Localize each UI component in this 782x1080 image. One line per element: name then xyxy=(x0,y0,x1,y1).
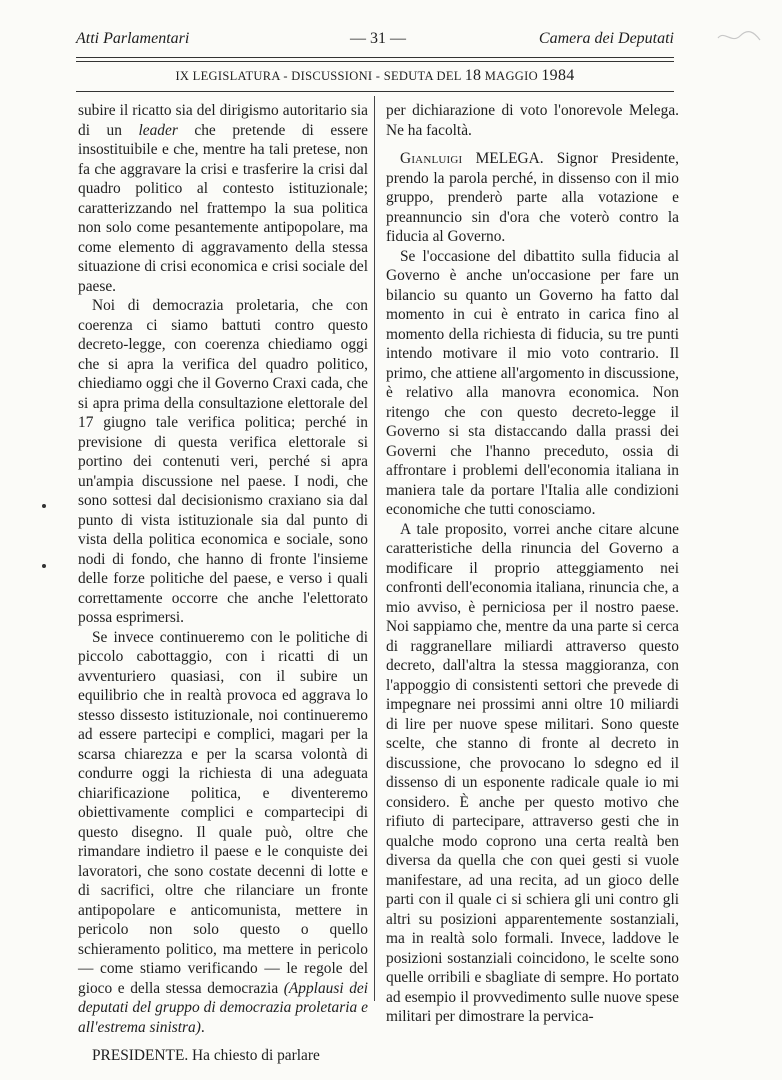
margin-dot xyxy=(42,504,46,508)
text-italic: leader xyxy=(138,121,178,139)
text: . Ha chiesto di parlare xyxy=(184,1047,320,1064)
speaker-name: MELEGA xyxy=(462,150,540,167)
paragraph xyxy=(78,101,368,296)
paragraph: A tale proposito, vorrei anche citare alcune caratteristiche della rinuncia del Governo a modificare il proprio atteggiamento nei confronti dell'economia italiana, rinuncia che, a mio avviso, è perniciosa per il nostro paese. Noi sappiamo che, mentre da una parte si cerca di raggranellare miliardi attraverso questo decreto, dall'altra la stessa maggioranza, con l'appoggio di consistenti settori che prevede di impegnare nei prossimi anni oltre 10 miliardi di lire per nuove spese militari. Sono queste scelte, che stanno di fronte al decreto in discussione, che provocano lo sdegno ed il dissenso di un esponente radicale quale io mi considero. È anche per questo motivo che rifiuto di partecipare, attraverso gesti che in qualche modo coprono una certa realtà ben diversa da quella che con quei gesti si vuole manifestare, ad una recita, ad un gioco delle parti con il quale ci si schiera gli uni contro gli altri su posizioni apparentemente sostanziali, ma in realtà solo formali. Invece, laddove le posizioni sostanziali coincidono, le scelte sono quelle orribili e sbagliate di sempre. Ho portato ad esempio il provvedimento sulle nuove spese militari per dimostrare la pervica- xyxy=(386,520,679,1025)
text: . xyxy=(200,1018,205,1036)
text: . Signor Presidente, prendo la parola perché, in dissenso con il mio gruppo, prenderò parte alla votazione e preannuncio sin d'ora che voterò contro la fiducia al Governo. xyxy=(386,150,679,245)
applause-note: (Applausi dei deputati del gruppo di democrazia proletaria e all'estrema sinistra) xyxy=(78,979,368,1036)
pencil-mark-icon xyxy=(714,26,764,50)
paragraph xyxy=(386,149,679,247)
speaker-name: PRESIDENTE xyxy=(92,1047,185,1064)
header-rule-bottom xyxy=(76,91,674,92)
paragraph xyxy=(78,628,368,1038)
paragraph xyxy=(78,1046,368,1066)
left-column xyxy=(78,101,368,1066)
right-column xyxy=(386,101,679,1027)
header-rule-top xyxy=(76,57,674,58)
header-left-title: Atti Parlamentari xyxy=(76,30,190,47)
paragraph: per dichiarazione di voto l'onorevole Melega. Ne ha facoltà. xyxy=(386,102,679,139)
session-line xyxy=(76,67,674,85)
session-day: 18 xyxy=(464,67,482,84)
paragraph: Se l'occasione del dibattito sulla fiducia al Governo è anche un'occasione per fare un bilancio su quanto un Governo ha fatto dal momento in cui è entrato in carica fino al momento della richiesta di fiducia, su tre punti intendo motivare il mio voto contrario. Il primo, che attiene all'argomento in discussione, è relativo alla manovra economica. Non ritengo che con questo decreto-legge il Governo si sta distaccando dalla prassi dei Governi che l'hanno preceduto, ossia di affrontare i problemi dell'economia italiana in maniera tale da portare l'Italia alle condizioni economiche che tutti conosciamo. xyxy=(386,247,679,518)
text: Se invece continueremo con le politiche di piccolo cabottaggio, con i ricatti di un avventuriero quasiasi, con il subire un equilibrio che in realtà provoca ed aggrava lo stesso dissesto istituzionale, noi continueremo ad essere partecipi e complici, magari per la scarsa chiarezza e per la scarsa volontà di condurre oggi la richiesta di una adeguata chiarificazione politica, e diventeremo obiettivamente complici e compartecipi di questo disegno. Il quale può, oltre che rimandare indietro il paese e le conquiste dei lavoratori, che sono costate decenni di lotte e di sacrifici, oltre che rilanciare un fronte antipopolare e anticomunista, mettere in pericolo non solo questo o quello schieramento politico, ma mettere in pericolo — come stiamo verificando — le regole del gioco e della stessa democrazia xyxy=(78,628,368,997)
column-divider xyxy=(374,96,375,1001)
margin-dot xyxy=(42,564,46,568)
header-rule-top-double xyxy=(76,61,674,62)
speaker-first-name: Gianluigi xyxy=(400,150,463,167)
text: che pretende di essere insostituibile e che, mentre ha tali pretese, non fa che aggravare la crisi e trasferire la crisi dal quadro politico al contesto istituzionale; caratterizzando nel frattempo la sua politica non solo come pesantemente antipopolare, ma come elemento di aggravamento della stessa situazione di crisi economica e crisi sociale del paese. xyxy=(78,121,368,295)
session-year: 1984 xyxy=(541,67,575,84)
page-number: — 31 — xyxy=(350,30,406,47)
paragraph: Noi di democrazia proletaria, che con coerenza ci siamo battuti contro questo decreto-legge, con coerenza chiediamo oggi che si apra la verifica del quadro politico, chiediamo oggi che il Governo Craxi cada, che si apra prima della consultazione elettorale del 17 giugno tale verifica politica; perché in previsione di questa verifica elettorale si portino dei contenuti veri, perché si apra un'ampia discussione nel paese. I nodi, che sono sottesi dal decisionismo craxiano sia dal punto di vista istituzionale sia dal punto di vista della politica economica e sociale, sono nodi di fondo, che hanno di fronte l'insieme delle forze politiche del paese, e verso i quali correttamente occorre che anche l'elettorato possa esprimersi. xyxy=(78,297,368,626)
session-month: MAGGIO xyxy=(481,69,542,83)
session-prefix: IX LEGISLATURA - DISCUSSIONI - SEDUTA DEL xyxy=(175,69,465,83)
header-right-title: Camera dei Deputati xyxy=(538,30,674,47)
text: subire il ricatto sia del dirigismo autoritario sia di un xyxy=(78,102,368,139)
